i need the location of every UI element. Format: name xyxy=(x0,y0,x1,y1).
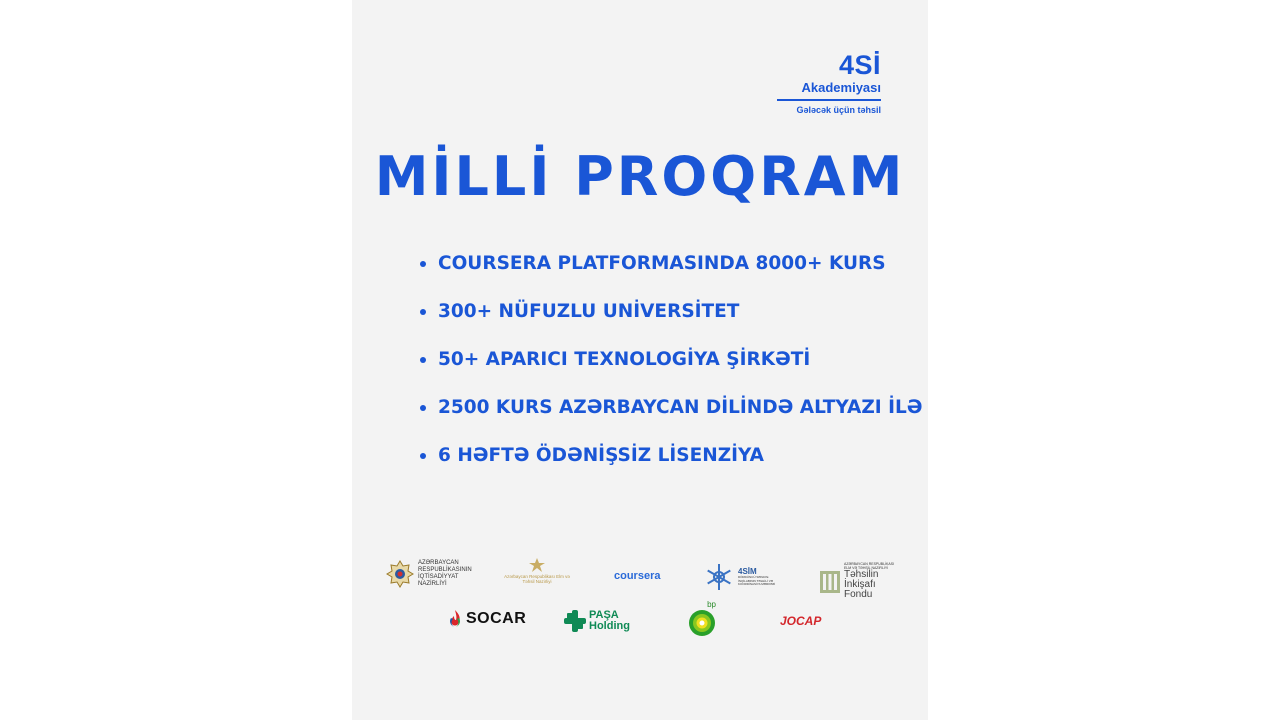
bp-label: bp xyxy=(707,600,716,609)
flame-icon xyxy=(448,610,462,628)
page-title: MİLLİ PROQRAM xyxy=(374,145,906,208)
socar-logo xyxy=(448,610,526,628)
education-ministry-label: Azərbaycan Respublikası Elm və Təhsil Nazirliyi xyxy=(504,574,570,584)
jocap-label: JOCAP xyxy=(780,614,822,628)
snowflake-icon xyxy=(704,562,734,592)
pasha-holding-logo xyxy=(564,610,630,632)
jocap-logo xyxy=(780,614,821,628)
columns-icon xyxy=(819,568,841,594)
fourim-label: 4SİM xyxy=(738,567,757,577)
tif-small-label: AZƏRBAYCAN RESPUBLİKASI ELM VƏ TƏHSİL NAZİRLİYİ xyxy=(844,562,895,570)
tif-logo xyxy=(819,562,898,600)
feature-item: 50+ APARICI TEXNOLOGİYA ŞİRKƏTİ xyxy=(420,346,923,394)
socar-label: SOCAR xyxy=(466,610,527,627)
coursera-logo xyxy=(614,570,660,582)
emblem-icon xyxy=(529,558,545,574)
fourim-logo xyxy=(704,562,780,592)
feature-item: 2500 KURS AZƏRBAYCAN DİLİNDƏ ALTYAZI İLƏ xyxy=(420,394,923,442)
pasha-emblem-icon xyxy=(564,610,586,632)
feature-item: COURSERA PLATFORMASINDA 8000+ KURS xyxy=(420,250,923,298)
emblem-icon xyxy=(386,560,414,588)
economy-ministry-logo xyxy=(386,560,472,588)
brand-name: 4Sİ xyxy=(838,50,881,80)
poster-card xyxy=(352,0,928,720)
brand-divider xyxy=(777,99,881,101)
coursera-label: coursera xyxy=(614,570,661,582)
bp-logo xyxy=(688,600,716,637)
tif-label: Təhsilin İnkişafı Fondu xyxy=(844,569,879,600)
feature-item: 6 HƏFTƏ ÖDƏNİŞSİZ LİSENZİYA xyxy=(420,442,923,490)
feature-item: 300+ NÜFUZLU UNİVERSİTET xyxy=(420,298,923,346)
feature-list xyxy=(420,250,923,490)
fourim-sublabel: DÖRDÜNCÜ SƏNAYE İNQİLABININ TƏHLİLİ VƏ KOORDİNASİYA MƏRKƏZİ xyxy=(738,575,776,587)
economy-ministry-label: AZƏRBAYCAN RESPUBLİKASININ İQTİSADİYYAT NAZİRLİYİ xyxy=(418,560,472,587)
education-ministry-logo xyxy=(502,558,572,584)
brand-logo xyxy=(777,50,881,116)
brand-subtitle: Akademiyası xyxy=(801,80,881,95)
pasha-label-1: PAŞA xyxy=(589,609,619,621)
pasha-label-2: Holding xyxy=(589,620,630,632)
brand-tagline: Gələcək üçün təhsil xyxy=(796,105,881,115)
helios-icon xyxy=(688,609,716,637)
